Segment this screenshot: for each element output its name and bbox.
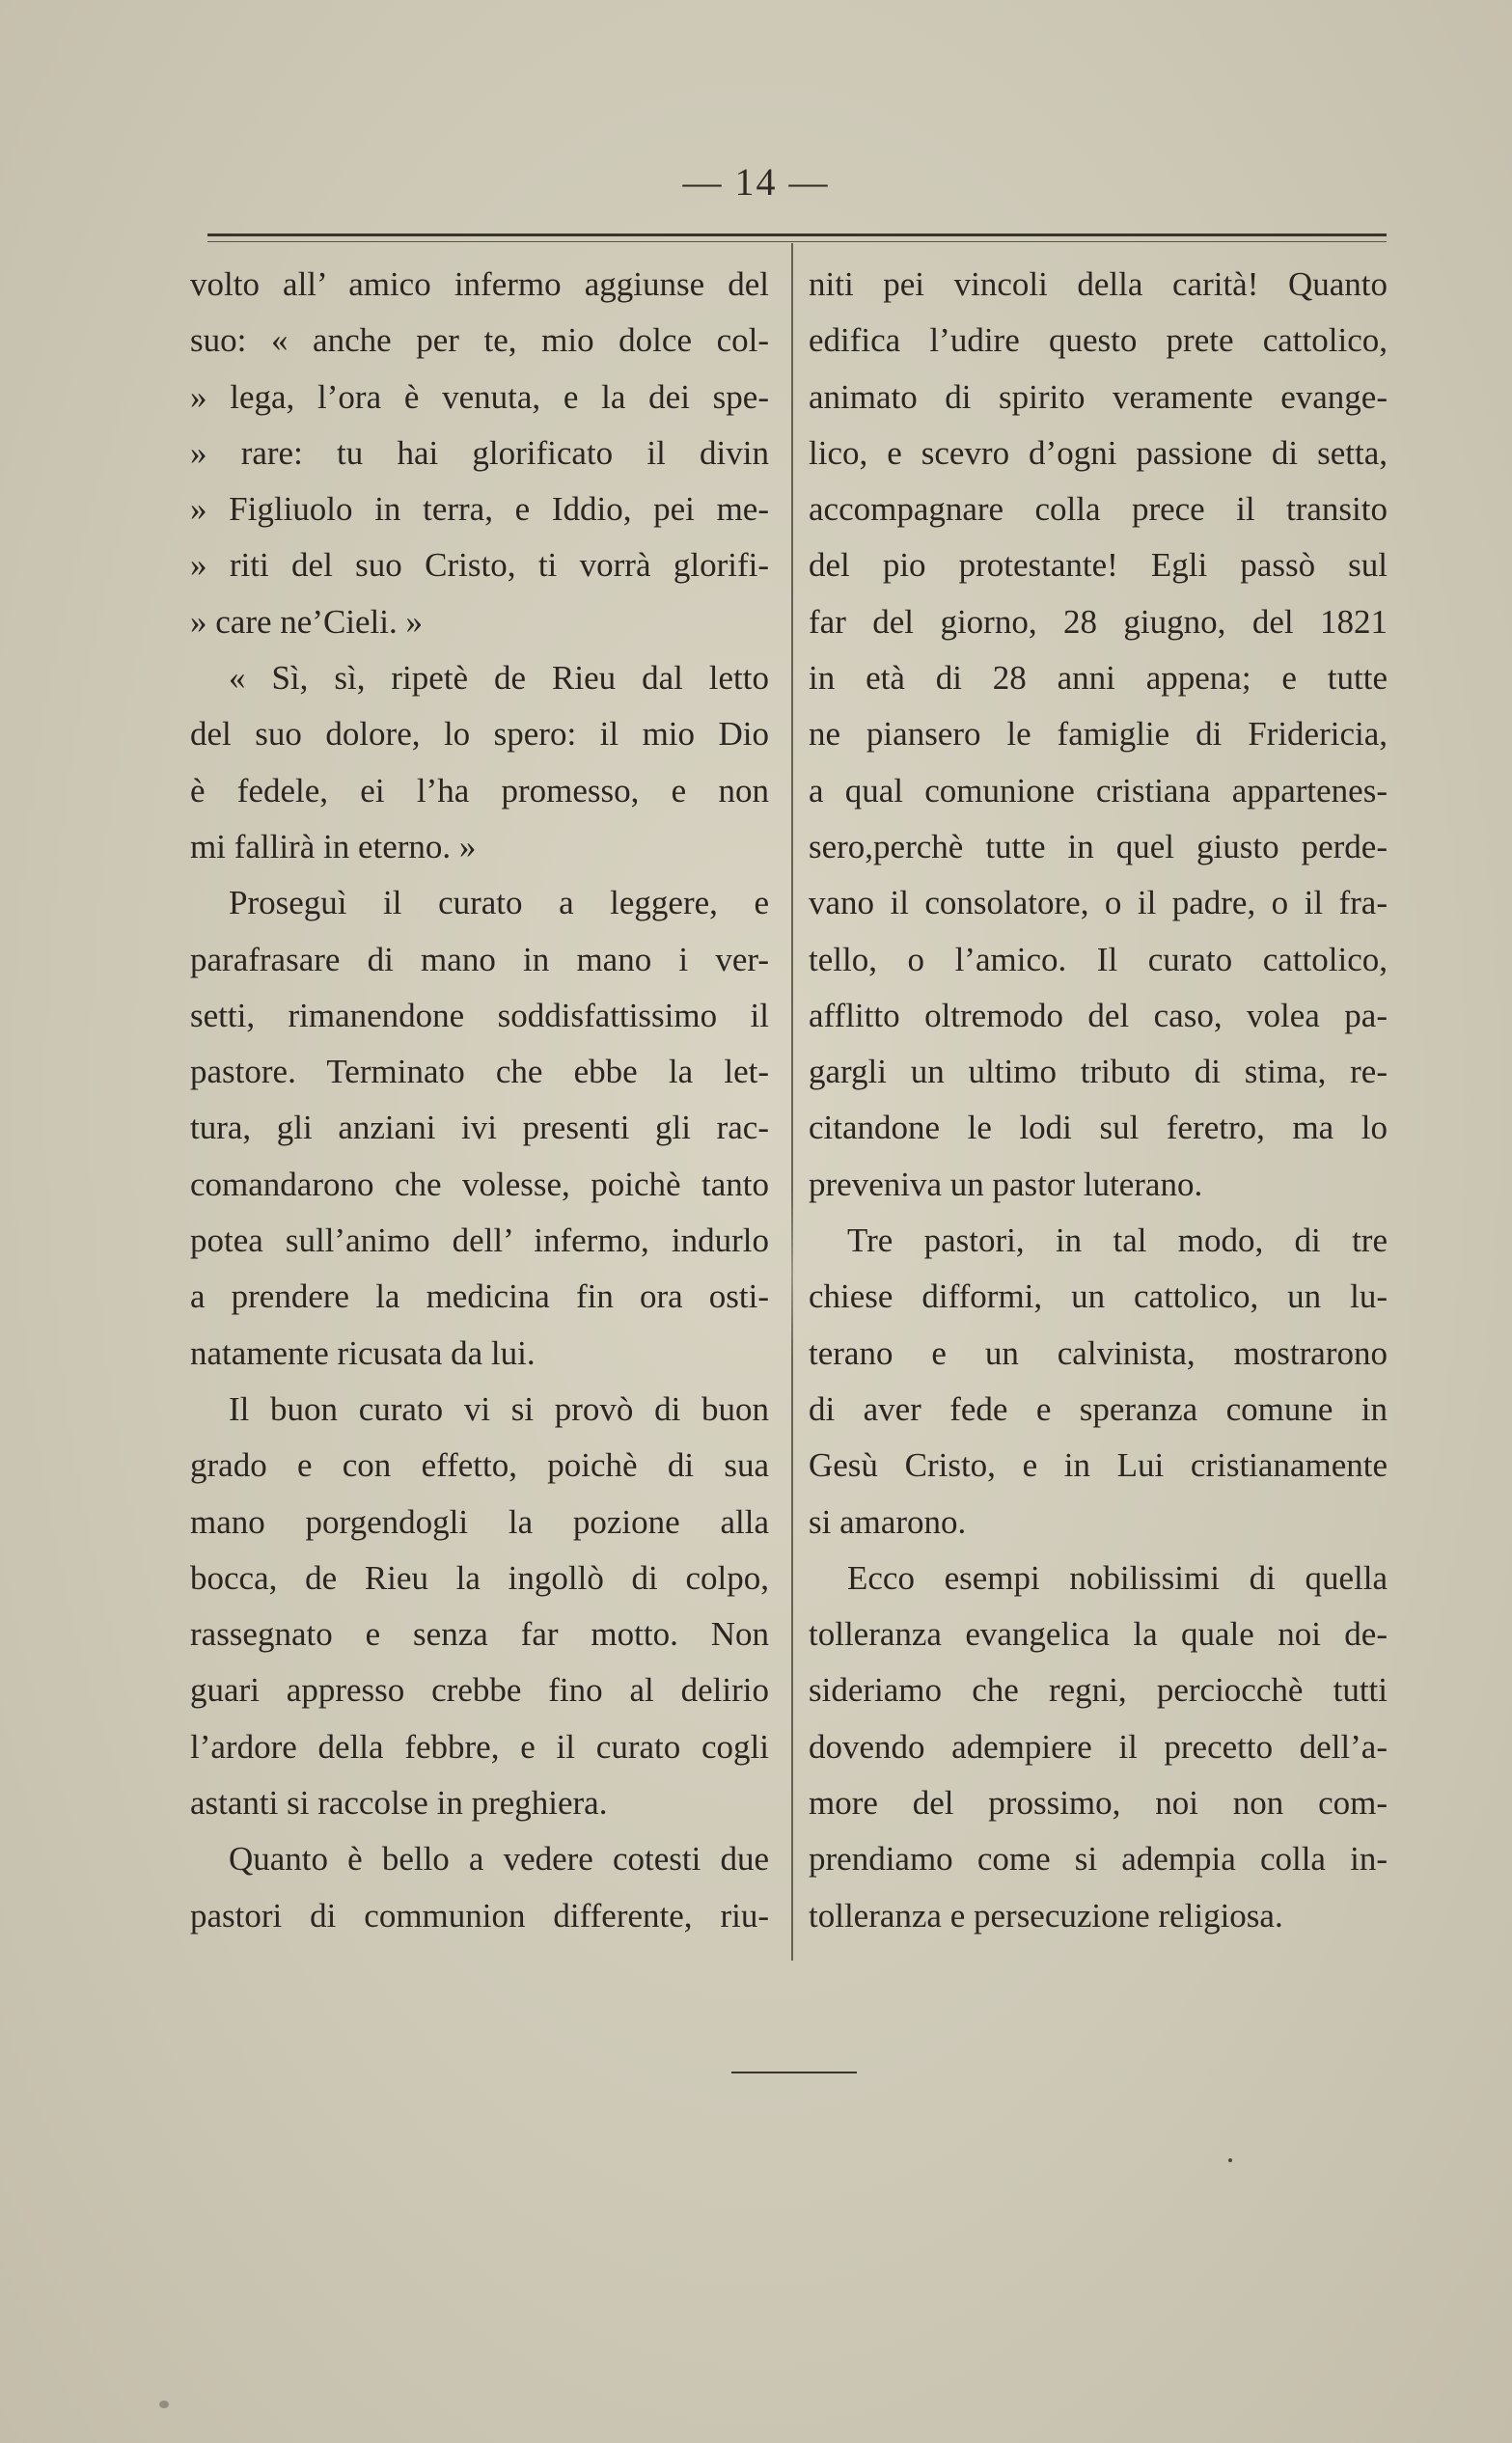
paper-speck bbox=[159, 2401, 169, 2408]
text-line: volto all’ amico infermo aggiunse del bbox=[190, 265, 769, 303]
text-line: accompagnare colla prece il transito bbox=[809, 490, 1388, 529]
text-line: astanti si raccolse in preghiera. bbox=[190, 1784, 608, 1823]
text-line: a prendere la medicina fin ora osti- bbox=[190, 1277, 769, 1316]
text-line: more del prossimo, noi non com- bbox=[809, 1784, 1388, 1823]
text-line: preveniva un pastor luterano. bbox=[809, 1165, 1203, 1203]
header-rule-thick bbox=[207, 233, 1387, 236]
text-line: parafrasare di mano in mano i ver- bbox=[190, 940, 769, 978]
text-line: terano e un calvinista, mostrarono bbox=[809, 1333, 1388, 1372]
text-line: prendiamo come si adempia colla in- bbox=[809, 1840, 1388, 1879]
text-line: Tre pastori, in tal modo, di tre bbox=[847, 1222, 1388, 1260]
text-line: » care ne’Cieli. » bbox=[190, 602, 424, 641]
text-line: far del giorno, 28 giugno, del 1821 bbox=[809, 602, 1388, 641]
text-line: di aver fede e speranza comune in bbox=[809, 1389, 1388, 1428]
text-line: afflitto oltremodo del caso, volea pa- bbox=[809, 996, 1388, 1034]
text-line: mano porgendogli la pozione alla bbox=[190, 1502, 769, 1541]
text-line: si amarono. bbox=[809, 1502, 967, 1541]
text-line: è fedele, ei l’ha promesso, e non bbox=[190, 771, 769, 810]
text-line: Quanto è bello a vedere cotesti due bbox=[229, 1840, 769, 1879]
text-line: gargli un ultimo tributo di stima, re- bbox=[809, 1053, 1388, 1091]
text-line: del suo dolore, lo spero: il mio Dio bbox=[190, 715, 769, 754]
text-line: « Sì, sì, ripetè de Rieu dal letto bbox=[229, 659, 769, 698]
left-column bbox=[190, 257, 769, 1944]
text-line: Proseguì il curato a leggere, e bbox=[229, 884, 769, 922]
header-rule-thin bbox=[207, 241, 1387, 242]
text-line: grado e con effetto, poichè di sua bbox=[190, 1446, 769, 1485]
text-line: animato di spirito veramente evange- bbox=[809, 377, 1388, 416]
text-line: natamente ricusata da lui. bbox=[190, 1333, 536, 1372]
text-line: sideriamo che regni, perciocchè tutti bbox=[809, 1671, 1388, 1710]
text-line: sero,perchè tutte in quel giusto perde- bbox=[809, 827, 1388, 865]
end-rule bbox=[731, 2072, 857, 2073]
text-line: pastore. Terminato che ebbe la let- bbox=[190, 1053, 769, 1091]
text-line: » Figliuolo in terra, e Iddio, pei me- bbox=[190, 490, 769, 529]
text-line: l’ardore della febbre, e il curato cogli bbox=[190, 1727, 769, 1766]
text-line: guari appresso crebbe fino al delirio bbox=[190, 1671, 769, 1710]
text-line: » lega, l’ora è venuta, e la dei spe- bbox=[190, 377, 769, 416]
text-line: a qual comunione cristiana appartenes- bbox=[809, 771, 1388, 810]
text-line: setti, rimanendone soddisfattissimo il bbox=[190, 996, 769, 1034]
text-line: dovendo adempiere il precetto dell’a- bbox=[809, 1727, 1388, 1766]
text-line: mi fallirà in eterno. » bbox=[190, 827, 477, 865]
text-line: lico, e scevro d’ogni passione di setta, bbox=[809, 433, 1388, 472]
text-line: vano il consolatore, o il padre, o il fra- bbox=[809, 884, 1388, 922]
text-line: rassegnato e senza far motto. Non bbox=[190, 1615, 769, 1654]
text-line: bocca, de Rieu la ingollò di colpo, bbox=[190, 1558, 769, 1597]
page-number: — 14 — bbox=[682, 160, 830, 204]
text-line: del pio protestante! Egli passò sul bbox=[809, 546, 1388, 585]
text-line: niti pei vincoli della carità! Quanto bbox=[809, 265, 1388, 303]
text-line: » riti del suo Cristo, ti vorrà glorifi- bbox=[190, 546, 769, 585]
text-line: tolleranza e persecuzione religiosa. bbox=[809, 1896, 1283, 1935]
text-line: pastori di communion differente, riu- bbox=[190, 1896, 769, 1935]
text-line: Gesù Cristo, e in Lui cristianamente bbox=[809, 1446, 1388, 1485]
text-line: comandarono che volesse, poichè tanto bbox=[190, 1165, 769, 1203]
text-line: tura, gli anziani ivi presenti gli rac- bbox=[190, 1109, 769, 1147]
text-line: tello, o l’amico. Il curato cattolico, bbox=[809, 940, 1388, 978]
text-line: citandone le lodi sul feretro, ma lo bbox=[809, 1109, 1388, 1147]
right-column bbox=[809, 257, 1388, 1944]
text-line: ne piansero le famiglie di Fridericia, bbox=[809, 715, 1388, 754]
text-line: suo: « anche per te, mio dolce col- bbox=[190, 321, 769, 360]
text-line: chiese difformi, un cattolico, un lu- bbox=[809, 1277, 1388, 1316]
text-line: potea sull’animo dell’ infermo, indurlo bbox=[190, 1222, 769, 1260]
text-line: Il buon curato vi si provò di buon bbox=[229, 1389, 769, 1428]
column-divider bbox=[791, 243, 793, 1961]
text-line: edifica l’udire questo prete cattolico, bbox=[809, 321, 1388, 360]
text-line: Ecco esempi nobilissimi di quella bbox=[847, 1558, 1388, 1597]
text-line: in età di 28 anni appena; e tutte bbox=[809, 659, 1388, 698]
text-line: » rare: tu hai glorificato il divin bbox=[190, 433, 769, 472]
paper-speck bbox=[1228, 2158, 1232, 2162]
text-line: tolleranza evangelica la quale noi de- bbox=[809, 1615, 1388, 1654]
